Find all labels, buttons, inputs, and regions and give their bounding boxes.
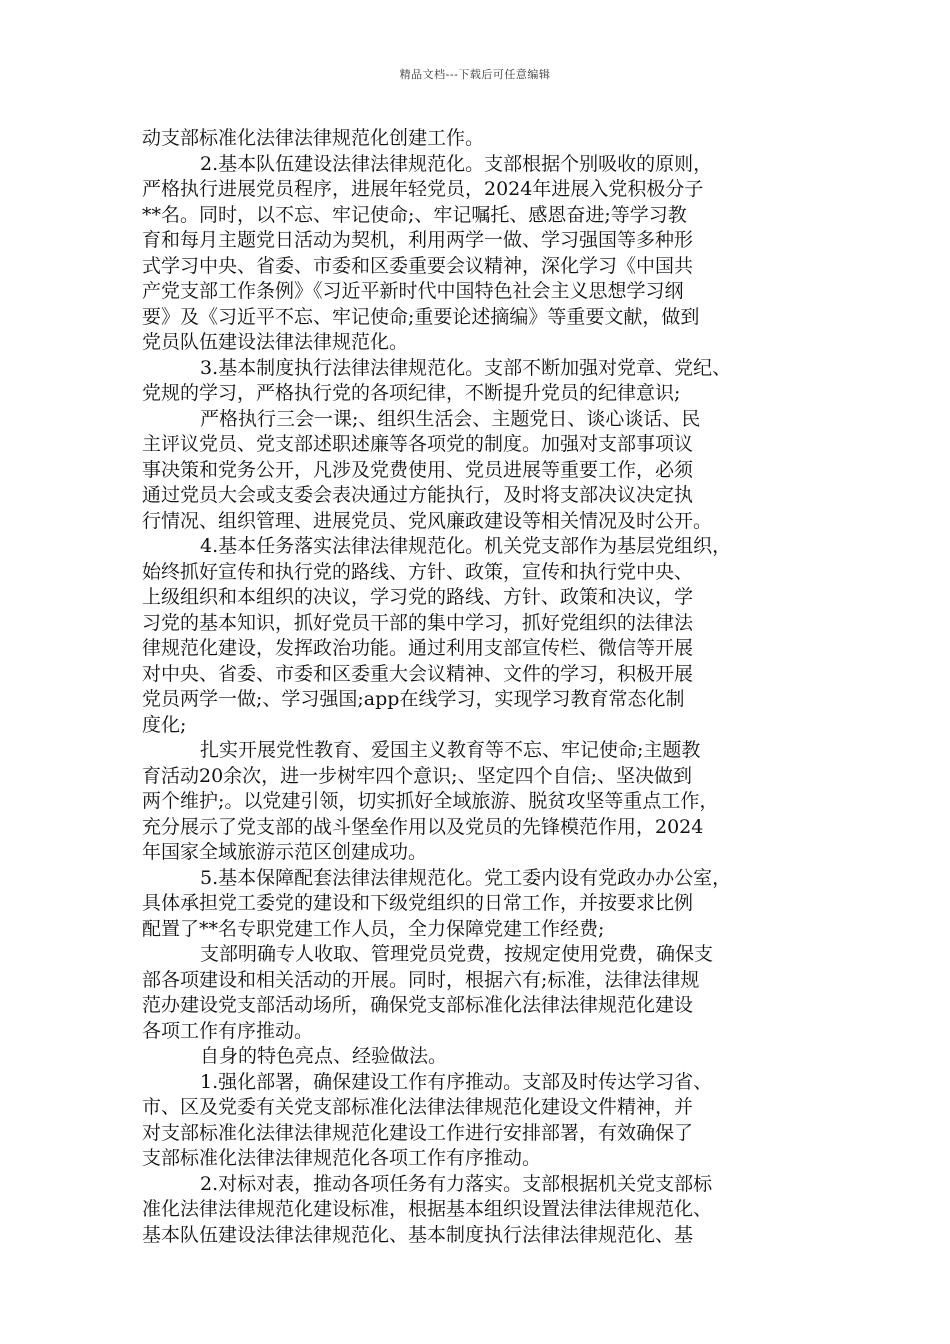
text-line: 3.基本制度执行法律法律规范化。支部不断加强对党章、党纪、 — [200, 356, 732, 379]
document-body — [142, 126, 818, 1248]
text-line: 具体承担党工委党的建设和下级党组织的日常工作，并按要求比例 — [142, 892, 694, 914]
text-line: 范办建设党支部活动场所，确保党支部标准化法律法律规范化建设 — [142, 994, 694, 1016]
text-line: 事决策和党务公开，凡涉及党费使用、党员进展等重要工作，必须 — [142, 458, 694, 481]
text-line: 行情况、组织管理、进展党员、党风廉政建设等相关情况及时公开。 — [142, 509, 713, 532]
text-line: 两个维护;。以党建引领，切实抓好全域旅游、脱贫攻坚等重点工作， — [142, 790, 719, 812]
text-line: 对中央、省委、市委和区委重大会议精神、文件的学习，积极开展 — [142, 662, 694, 685]
text-line: 习党的基本知识，抓好党员干部的集中学习，抓好党组织的法律法 — [142, 611, 694, 634]
text-line: 扎实开展党性教育、爱国主义教育等不忘、牢记使命;主题教 — [200, 739, 701, 761]
text-line: 配置了**名专职党建工作人员，全力保障党建工作经费; — [142, 917, 605, 940]
text-line: 5.基本保障配套法律法律规范化。党工委内设有党政办办公室， — [200, 866, 732, 889]
text-line: 支部明确专人收取、管理党员党费，按规定使用党费，确保支 — [200, 943, 714, 965]
text-line: 党员队伍建设法律法律规范化。 — [142, 331, 409, 353]
text-line: 支部标准化法律法律规范化各项工作有序推动。 — [142, 1147, 542, 1169]
text-line: 市、区及党委有关党支部标准化法律法律规范化建设文件精神，并 — [142, 1096, 694, 1118]
text-line: **名。同时，以不忘、牢记使命;、牢记嘱托、感恩奋进;等学习教 — [142, 203, 687, 226]
text-line: 产党支部工作条例》《习近平新时代中国特色社会主义思想学习纲 — [142, 280, 684, 302]
text-line: 年国家全域旅游示范区创建成功。 — [142, 841, 428, 863]
text-line: 主评议党员、党支部述职述廉等各项党的制度。加强对支部事项议 — [142, 433, 694, 455]
text-line: 党规的学习，严格执行党的各项纪律，不断提升党员的纪律意识; — [142, 382, 681, 404]
text-line: 律规范化建设，发挥政治功能。通过利用支部宣传栏、微信等开展 — [142, 637, 694, 659]
text-line: 充分展示了党支部的战斗堡垒作用以及党员的先锋模范作用，2024 — [142, 815, 704, 838]
text-line: 1.强化部署，确保建设工作有序推动。支部及时传达学习省、 — [200, 1070, 713, 1093]
text-line: 严格执行进展党员程序，进展年轻党员，2024年进展入党积极分子 — [142, 178, 704, 200]
text-line: 对支部标准化法律法律规范化建设工作进行安排部署，有效确保了 — [142, 1121, 694, 1144]
text-line: 严格执行三会一课;、组织生活会、主题党日、谈心谈话、民 — [200, 407, 701, 430]
text-line: 要》及《习近平不忘、牢记使命;重要论述摘编》等重要文献，做到 — [142, 305, 700, 328]
page-header: 精品文档---下载后可任意编辑 — [399, 68, 551, 81]
text-line: 各项工作有序推动。 — [142, 1019, 314, 1042]
text-line: 自身的特色亮点、经验做法。 — [200, 1045, 448, 1067]
text-line: 上级组织和本组织的决议，学习党的路线、方针、政策和决议，学 — [142, 586, 694, 608]
text-line: 通过党员大会或支委会表决通过方能执行，及时将支部决议决定执 — [142, 484, 694, 506]
text-line: 式学习中央、省委、市委和区委重要会议精神，深化学习《中国共 — [142, 254, 694, 277]
text-line: 基本队伍建设法律法律规范化、基本制度执行法律法律规范化、基 — [142, 1223, 694, 1246]
text-line: 动支部标准化法律法律规范化创建工作。 — [142, 127, 485, 149]
text-line: 度化; — [142, 713, 187, 736]
text-line: 党员两学一做;、学习强国;app在线学习，实现学习教育常态化制 — [142, 688, 685, 710]
text-line: 4.基本任务落实法律法律规范化。机关党支部作为基层党组织， — [200, 535, 732, 557]
text-line: 育和每月主题党日活动为契机，利用两学一做、学习强国等多种形 — [142, 229, 694, 251]
text-line: 2.基本队伍建设法律法律规范化。支部根据个别吸收的原则， — [200, 152, 713, 175]
text-line: 育活动20余次，进一步树牢四个意识;、坚定四个自信;、坚决做到 — [142, 764, 692, 787]
text-line: 始终抓好宣传和执行党的路线、方针、政策，宣传和执行党中央、 — [142, 560, 694, 583]
text-line: 2.对标对表，推动各项任务有力落实。支部根据机关党支部标 — [200, 1172, 713, 1195]
text-line: 准化法律法律规范化建设标准，根据基本组织设置法律法律规范化、 — [142, 1198, 713, 1220]
text-line: 部各项建设和相关活动的开展。同时，根据六有;标准，法律法律规 — [142, 968, 700, 991]
